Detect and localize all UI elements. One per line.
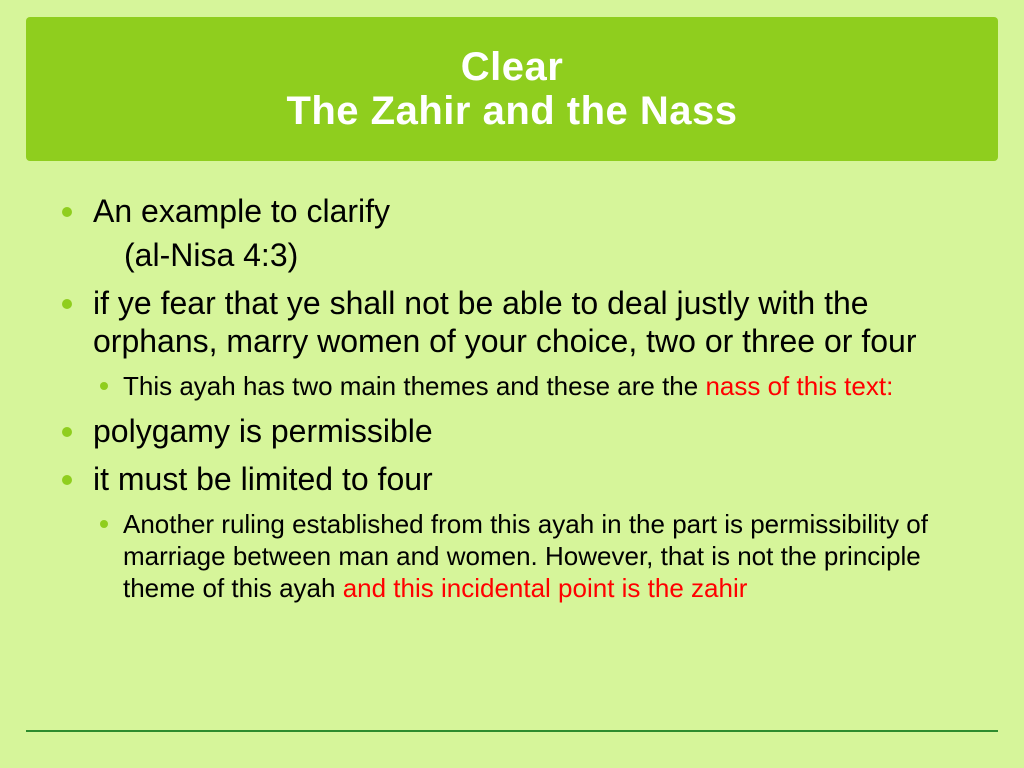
bottom-divider [26,730,998,732]
slide-content [62,192,962,614]
title-bar [26,17,998,161]
bullet-item-example [62,192,962,230]
bullet-text: if ye fear that ye shall not be able to deal justly with the orphans, marry women of your choice, two or three or four [93,285,917,359]
sub-bullet-ruling [62,508,962,604]
bullet-dot-icon [62,207,72,217]
highlight-text: nass of this text: [705,371,894,401]
bullet-text: it must be limited to four [93,461,433,497]
sub-bullet-text: Another ruling established from this ayah in the part is permissibility of marriage between man and women. However, that is not the principle theme of this ayah [123,509,928,603]
bullet-dot-icon [62,427,72,437]
slide-title-line-2: The Zahir and the Nass [286,89,738,133]
reference-line [62,236,962,274]
sub-bullet-text: This ayah has two main themes and these are the [123,371,706,401]
bullet-dot-icon [62,299,72,309]
bullet-item-verse [62,284,962,360]
bullet-item-polygamy [62,412,962,450]
sub-bullet-themes [62,370,962,402]
reference-text: (al-Nisa 4:3) [124,237,299,273]
bullet-item-limit [62,460,962,498]
bullet-text: An example to clarify [93,193,391,229]
bullet-dot-icon [62,475,72,485]
sub-bullet-dot-icon [100,382,108,390]
bullet-text: polygamy is permissible [93,413,433,449]
sub-bullet-dot-icon [100,520,108,528]
slide-title-line-1: Clear [460,45,564,89]
highlight-text: and this incidental point is the zahir [342,573,748,603]
